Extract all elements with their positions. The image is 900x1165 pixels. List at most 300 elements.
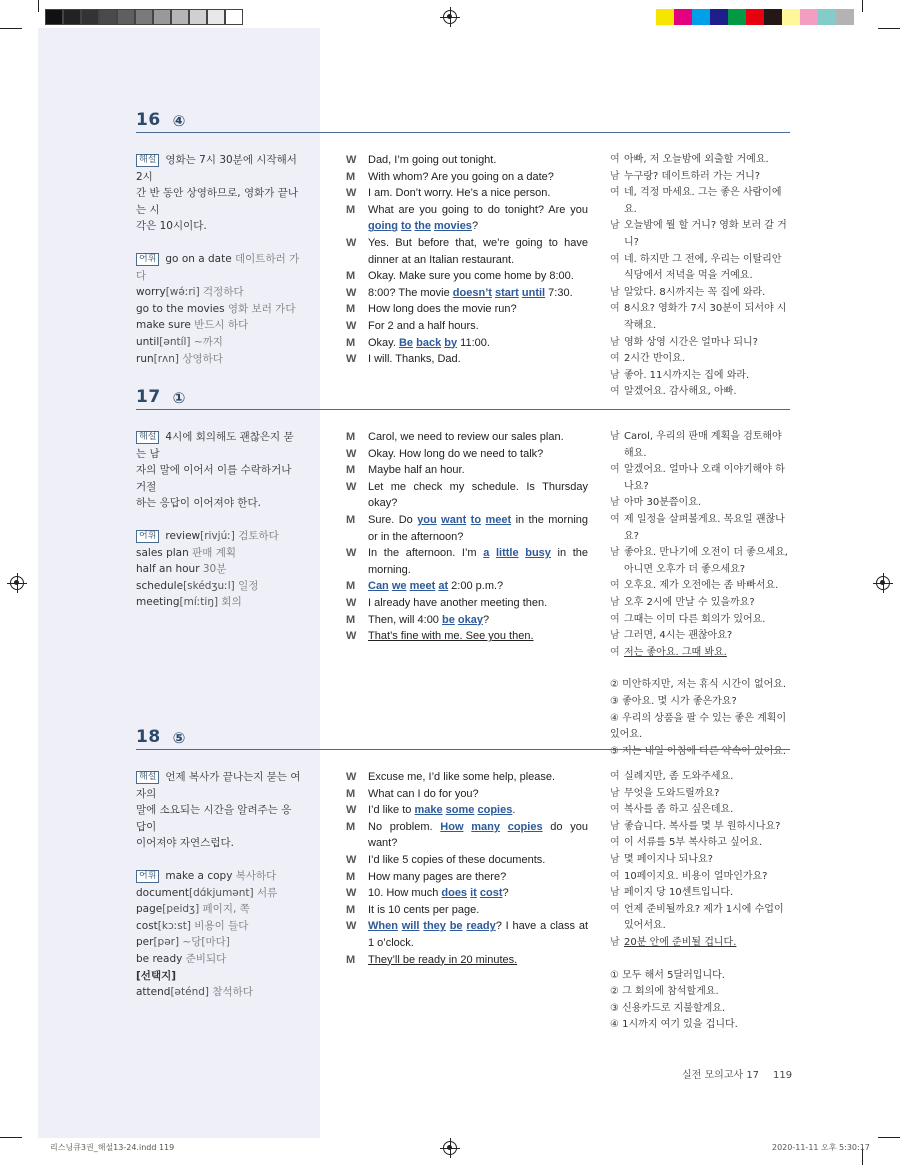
explanation-line	[136, 152, 301, 185]
text-segment: What are you going to do tonight? Are you	[368, 203, 588, 216]
dialogue-line	[346, 885, 588, 902]
dialogue-line	[346, 479, 588, 512]
text-segment: I will. Thanks, Dad.	[368, 353, 461, 366]
translation-line	[610, 218, 792, 251]
vocab-item	[136, 594, 301, 611]
vocab-word: go on a date	[165, 252, 232, 265]
translation-speaker: 여	[610, 353, 620, 365]
dictation-blank: How	[440, 820, 464, 833]
translation-text: 네, 걱정 마세요. 그는 좋은 사람이에요.	[624, 187, 782, 215]
vocab-tag: 어휘	[136, 530, 159, 543]
vocab-word: be ready	[136, 952, 183, 965]
gray-swatch	[81, 9, 99, 25]
translation-speaker: 남	[610, 220, 620, 232]
translation-text: 좋아요. 만나기에 오전이 더 좋으세요, 아니면 오후가 더 좋으세요?	[624, 547, 788, 575]
dictation-blank: some	[445, 804, 475, 817]
translation-text: 오늘밤에 뭘 할 거니? 영화 보러 갈 거니?	[624, 220, 787, 248]
speaker-label: W	[346, 480, 357, 493]
translation-line	[610, 301, 792, 334]
dialogue-text	[368, 152, 588, 169]
vocab-word: schedule	[136, 579, 184, 592]
dialogue-text	[368, 769, 588, 786]
dialogue-line	[346, 786, 588, 803]
answer-choice: ④ 우리의 상품을 팔 수 있는 좋은 계획이 있어요.	[610, 712, 787, 741]
translation-speaker: 여	[610, 154, 620, 165]
vocab-meaning: ~당[마다]	[179, 936, 230, 949]
text-segment: ? I have a class at 1 o’clock.	[368, 920, 589, 949]
translation-line	[610, 628, 792, 645]
translation-speaker: 남	[610, 170, 620, 182]
spacer	[136, 852, 301, 868]
dialogue-text	[368, 802, 588, 819]
speaker-label: W	[346, 547, 357, 560]
dialogue-text	[368, 335, 588, 352]
dialogue-text	[368, 852, 588, 869]
explanation-line	[136, 835, 301, 852]
gray-swatch	[117, 9, 135, 25]
color-swatch	[800, 9, 818, 25]
vocab-item	[136, 251, 301, 284]
vocab-meaning: 참석하다	[209, 986, 253, 999]
vocab-item	[136, 578, 301, 595]
dialogue-text	[368, 301, 588, 318]
vocab-word: half an hour	[136, 563, 200, 576]
vocab-meaning: 서류	[253, 886, 278, 899]
explanation-column	[136, 769, 301, 1001]
color-swatch	[818, 9, 836, 25]
dialogue-text	[368, 545, 588, 578]
translation-line	[610, 869, 792, 886]
text-segment: No problem.	[368, 820, 441, 833]
dialogue-line	[346, 235, 588, 268]
gray-swatch	[135, 9, 153, 25]
dialogue-text	[368, 869, 588, 886]
speaker-label: M	[346, 953, 356, 966]
vocab-word: page	[136, 903, 163, 916]
translation-speaker: 남	[610, 431, 620, 442]
dictation-blank: they	[423, 920, 446, 933]
dialogue-line	[346, 769, 588, 786]
translation-speaker: 여	[610, 903, 620, 915]
speaker-label: W	[346, 887, 357, 900]
translation-speaker: 여	[610, 464, 620, 476]
text-segment: 8:00? The movie	[368, 286, 453, 299]
dialogue-text	[368, 595, 588, 612]
dialogue-text	[368, 628, 588, 645]
dialogue-column	[346, 769, 588, 968]
spacer	[610, 952, 792, 968]
dialogue-line	[346, 595, 588, 612]
dictation-blank: will	[401, 920, 420, 933]
translation-text: 아빠, 저 오늘밤에 외출할 거예요.	[624, 154, 769, 165]
text-segment: I already have another meeting then.	[368, 596, 548, 609]
dialogue-text	[368, 462, 588, 479]
dialogue-text	[368, 612, 588, 629]
translation-speaker: 남	[610, 820, 620, 832]
dictation-blank: by	[444, 336, 458, 349]
dictation-blank: back	[416, 336, 442, 349]
dialogue-text	[368, 285, 588, 302]
slug-filename: 리스닝큐3권_해설13-24.indd 119	[50, 1143, 175, 1152]
vocab-word: meeting	[136, 596, 180, 609]
vocab-meaning: 페이지, 쪽	[199, 903, 250, 916]
text-segment: How many pages are there?	[368, 870, 507, 883]
vocab-item	[136, 545, 301, 562]
vocab-item	[136, 885, 301, 902]
color-swatch	[782, 9, 800, 25]
answer-choice: ③ 좋아요. 몇 시가 좋은가요?	[610, 695, 737, 707]
grayscale-color-bar	[45, 9, 243, 25]
dialogue-text	[368, 512, 588, 545]
text-segment: In the afternoon. I’m	[368, 547, 484, 560]
dialogue-text	[368, 918, 588, 951]
question-number: 18	[136, 727, 161, 747]
speaker-label: W	[346, 771, 357, 783]
speaker-label: W	[346, 286, 357, 299]
trim-mark	[38, 0, 39, 12]
speaker-label: M	[346, 431, 356, 443]
translation-speaker: 여	[610, 646, 620, 658]
answer-choice: ② 미안하지만, 저는 휴식 시간이 없어요.	[610, 679, 787, 691]
explanation-tag: 해설	[136, 154, 159, 167]
translation-speaker: 여	[610, 580, 620, 592]
translation-line	[610, 169, 792, 186]
dialogue-line	[346, 512, 588, 545]
vocab-pronunciation: [rʌn]	[153, 352, 180, 365]
text-segment: I am. Don’t worry. He’s a nice person.	[368, 187, 551, 200]
translation-text: 언제 준비될까요? 제가 1시에 수업이 있어서요.	[624, 903, 784, 932]
vocab-pronunciation: [rivjúː]	[200, 529, 235, 542]
explanation-line	[136, 495, 301, 512]
translation-line	[610, 769, 792, 786]
vocab-word: make sure	[136, 319, 191, 332]
translation-speaker: 여	[610, 771, 620, 782]
text-segment: Excuse me, I’d like some help, please.	[368, 771, 556, 783]
answer-number: ⑤	[172, 729, 186, 747]
vocab-word: review	[165, 529, 201, 542]
translation-column	[610, 769, 792, 1034]
text-segment: ?	[471, 220, 479, 233]
vocab-pronunciation: [wə́ːri]	[165, 286, 200, 299]
translation-speaker: 여	[610, 837, 620, 849]
text-segment: Dad, I’m going out tonight.	[368, 154, 497, 166]
dialogue-text	[368, 479, 588, 512]
translation-column	[610, 429, 792, 760]
vocab-word: sales plan	[136, 546, 189, 559]
question-section	[136, 725, 790, 1045]
vocab-pronunciation: [pər]	[153, 936, 180, 949]
translation-text: 페이지 당 10센트입니다.	[624, 887, 734, 899]
text-segment: Carol, we need to review our sales plan.	[368, 431, 564, 443]
translation-line	[610, 545, 792, 578]
translation-text: 알겠어요. 얼마나 오래 이야기해야 하나요?	[624, 464, 785, 492]
vocab-meaning: 판매 계획	[188, 546, 237, 559]
text-segment: I’d like to	[368, 804, 415, 817]
color-swatch	[728, 9, 746, 25]
dialogue-line	[346, 902, 588, 919]
speaker-label: W	[346, 630, 357, 643]
explanation-line	[136, 462, 301, 495]
translation-speaker: 남	[610, 936, 620, 948]
translation-text: 아마 30분쯤이요.	[624, 497, 702, 509]
text-segment: 10. How much	[368, 887, 442, 900]
translation-text: 20분 안에 준비될 겁니다.	[624, 936, 737, 948]
dictation-blank: When	[368, 920, 398, 933]
text-segment: What can I do for you?	[368, 787, 479, 800]
translation-line	[610, 578, 792, 595]
vocab-item	[136, 284, 301, 301]
translation-speaker: 여	[610, 870, 620, 882]
translation-text: 8시요? 영화가 7시 30분이 되서야 시작해요.	[624, 303, 787, 331]
vocab-pronunciation: [dɑ́kjumənt]	[188, 886, 254, 899]
dialogue-line	[346, 852, 588, 869]
dictation-blank: Can	[368, 580, 389, 593]
dialogue-text	[368, 819, 588, 852]
vocab-pronunciation: [əntíl]	[159, 335, 191, 348]
dictation-blank: meet	[409, 580, 436, 593]
translation-line	[610, 185, 792, 218]
dictation-blank: doesn’t	[452, 286, 492, 299]
vocab-word: attend	[136, 986, 171, 999]
explanation-text: 자의 말에 이어서 이를 수락하거나 거절	[136, 464, 292, 493]
color-swatch	[656, 9, 674, 25]
text-segment: ?	[502, 887, 509, 900]
translation-speaker: 남	[610, 286, 620, 298]
dictation-blank: copies	[507, 820, 543, 833]
slug-timestamp: 2020-11-11 오후 5:30:17	[772, 1143, 870, 1152]
gray-swatch	[189, 9, 207, 25]
translation-line	[610, 786, 792, 803]
explanation-text: 영화는 7시 30분에 시작해서 2시	[136, 154, 297, 183]
translation-text: 알겠어요. 감사해요, 아빠.	[624, 386, 737, 398]
dialogue-text	[368, 578, 588, 595]
text-segment: Maybe half an hour.	[368, 464, 465, 477]
dictation-blank: you	[417, 513, 437, 526]
translation-line	[610, 368, 792, 385]
text-segment: It is 10 cents per page.	[368, 903, 480, 916]
dialogue-text	[368, 446, 588, 463]
gray-swatch	[225, 9, 243, 25]
gray-swatch	[63, 9, 81, 25]
vocab-item	[136, 351, 301, 368]
translation-speaker: 여	[610, 187, 620, 199]
text-segment: Sure. Do	[368, 513, 418, 526]
dialogue-line	[346, 169, 588, 186]
translation-text: 영화 상영 시간은 얼마나 되니?	[624, 336, 758, 348]
translation-line	[610, 595, 792, 612]
vocab-meaning: 영화 보러 가다	[224, 302, 296, 315]
dictation-blank: we	[391, 580, 407, 593]
speaker-label: M	[346, 613, 356, 626]
vocab-item	[136, 334, 301, 351]
color-swatch	[836, 9, 854, 25]
registration-mark-left	[10, 576, 24, 590]
explanation-line	[136, 802, 301, 835]
translation-speaker: 여	[610, 303, 620, 315]
vocab-item	[136, 868, 301, 885]
section-header	[136, 725, 790, 750]
registration-mark-top	[443, 10, 457, 24]
text-segment: For 2 and a half hours.	[368, 319, 479, 332]
answer-choice: ④ 1시까지 여기 있을 겁니다.	[610, 1019, 738, 1031]
explanation-text: 말에 소요되는 시간을 알려주는 응답이	[136, 804, 292, 833]
vocab-word: make a copy	[165, 869, 233, 882]
answer-number: ④	[172, 112, 186, 130]
dialogue-line	[346, 578, 588, 595]
trim-mark	[862, 0, 863, 12]
vocab-meaning: 비용이 들다	[190, 919, 249, 932]
speaker-label: M	[346, 513, 356, 526]
dictation-blank: cost	[479, 887, 503, 900]
vocab-meaning: 데이트하러 가다	[136, 252, 300, 282]
translation-text: Carol, 우리의 판매 계획을 검토해야 해요.	[624, 431, 782, 459]
explanation-text: 이어져야 자연스럽다.	[136, 837, 234, 850]
dictation-blank: until	[521, 286, 546, 299]
dialogue-text	[368, 202, 588, 235]
trim-mark	[878, 28, 900, 29]
translation-speaker: 여	[610, 613, 620, 625]
vocab-word: cost	[136, 919, 158, 932]
dictation-blank: be	[449, 920, 463, 933]
translation-text: 누구랑? 데이트하러 가는 거니?	[624, 170, 761, 182]
translation-line	[610, 495, 792, 512]
answer-choice: ② 그 회의에 참석할게요.	[610, 986, 719, 998]
cmyk-color-bar	[656, 9, 854, 25]
speaker-label: W	[346, 353, 357, 366]
translation-line	[610, 351, 792, 368]
explanation-line	[136, 218, 301, 235]
vocab-item	[136, 561, 301, 578]
vocab-meaning: 30분	[199, 563, 227, 576]
translation-text: 좋아. 11시까지는 집에 와라.	[624, 369, 750, 381]
speaker-label: W	[346, 447, 357, 460]
text-segment: 2:00 p.m.?	[448, 580, 504, 593]
registration-mark-right	[876, 576, 890, 590]
speaker-label: W	[346, 319, 357, 332]
translation-line	[610, 645, 792, 662]
dictation-blank: does	[441, 887, 468, 900]
translation-text: 좋습니다. 복사를 몇 부 원하시나요?	[624, 820, 781, 832]
dialogue-line	[346, 802, 588, 819]
vocab-tag: 어휘	[136, 253, 159, 266]
explanation-tag: 해설	[136, 431, 159, 444]
translation-text: 복사를 좀 하고 싶은데요.	[624, 804, 734, 816]
translation-speaker: 남	[610, 547, 620, 559]
question-number: 16	[136, 110, 161, 130]
translation-text: 10페이지요. 비용이 얼마인가요?	[624, 870, 768, 882]
dialogue-text	[368, 952, 588, 969]
answer-choice: ③ 신용카드로 지불할게요.	[610, 1002, 726, 1014]
translation-speaker: 남	[610, 630, 620, 642]
color-swatch	[692, 9, 710, 25]
text-segment: ?	[482, 613, 490, 626]
vocab-item	[136, 984, 301, 1001]
dialogue-text	[368, 902, 588, 919]
translation-line	[610, 819, 792, 836]
dialogue-line	[346, 545, 588, 578]
text-segment: With whom? Are you going on a date?	[368, 170, 554, 183]
translation-text: 그때는 이미 다른 회의가 있어요.	[624, 613, 766, 625]
dialogue-text	[368, 235, 588, 268]
vocab-meaning: 준비되다	[182, 952, 227, 965]
trim-mark	[878, 1137, 900, 1138]
text-segment: Okay.	[368, 336, 399, 349]
dialogue-line	[346, 429, 588, 446]
vocab-item	[136, 934, 301, 951]
translation-text: 알았다. 8시까지는 꼭 집에 와라.	[624, 286, 766, 298]
dialogue-line	[346, 318, 588, 335]
spacer	[610, 661, 792, 677]
color-swatch	[746, 9, 764, 25]
text-segment	[500, 821, 508, 833]
choices-vocab-label: [선택지]	[136, 969, 177, 982]
speaker-label: W	[346, 804, 357, 817]
vocab-meaning: 회의	[218, 596, 242, 609]
dialogue-line	[346, 819, 588, 852]
vocab-item	[136, 951, 301, 968]
translation-line	[610, 885, 792, 902]
vocab-item	[136, 918, 301, 935]
translation-text: 이 서류를 5부 복사하고 싶어요.	[624, 837, 763, 849]
dictation-blank: movies	[434, 220, 472, 233]
translation-text: 무엇을 도와드릴까요?	[624, 787, 720, 799]
translation-line	[610, 285, 792, 302]
gray-swatch	[45, 9, 63, 25]
translation-speaker: 남	[610, 369, 620, 381]
dialogue-line	[346, 202, 588, 235]
dialogue-line	[346, 952, 588, 969]
vocab-meaning: 반드시 하다	[190, 319, 249, 332]
dialogue-line	[346, 612, 588, 629]
dialogue-text	[368, 885, 588, 902]
dialogue-text	[368, 429, 588, 446]
footer-title: 실전 모의고사 17	[682, 1070, 760, 1081]
dialogue-line	[346, 152, 588, 169]
vocab-meaning: 상영하다	[179, 352, 223, 365]
dialogue-line	[346, 185, 588, 202]
vocab-meaning: 일정	[234, 579, 259, 592]
color-swatch	[674, 9, 692, 25]
translation-line	[610, 852, 792, 869]
translation-text: 실례지만, 좀 도와주세요.	[624, 771, 734, 782]
vocab-meaning: 복사하다	[232, 869, 277, 882]
vocab-item	[136, 317, 301, 334]
answer-choice: ① 모두 해서 5달러입니다.	[610, 969, 725, 981]
translation-line	[610, 462, 792, 495]
dictation-blank: many	[471, 820, 500, 833]
vocab-pronunciation: [míːtiŋ]	[179, 596, 219, 609]
translation-speaker: 여	[610, 804, 620, 816]
text-segment	[489, 547, 496, 559]
dialogue-line	[346, 869, 588, 886]
dialogue-line	[346, 351, 588, 368]
gray-swatch	[99, 9, 117, 25]
translation-text: 오후 2시에 만날 수 있을까요?	[624, 596, 755, 608]
dialogue-text	[368, 268, 588, 285]
dialogue-line	[346, 335, 588, 352]
dialogue-line	[346, 628, 588, 645]
spacer	[136, 512, 301, 528]
translation-line	[610, 835, 792, 852]
dialogue-line	[346, 918, 588, 951]
translation-speaker: 여	[610, 386, 620, 398]
explanation-line	[136, 769, 301, 802]
question-number: 17	[136, 387, 161, 407]
trim-mark	[0, 28, 22, 29]
vocab-item	[136, 528, 301, 545]
dialogue-line	[346, 301, 588, 318]
speaker-label: M	[346, 580, 356, 593]
